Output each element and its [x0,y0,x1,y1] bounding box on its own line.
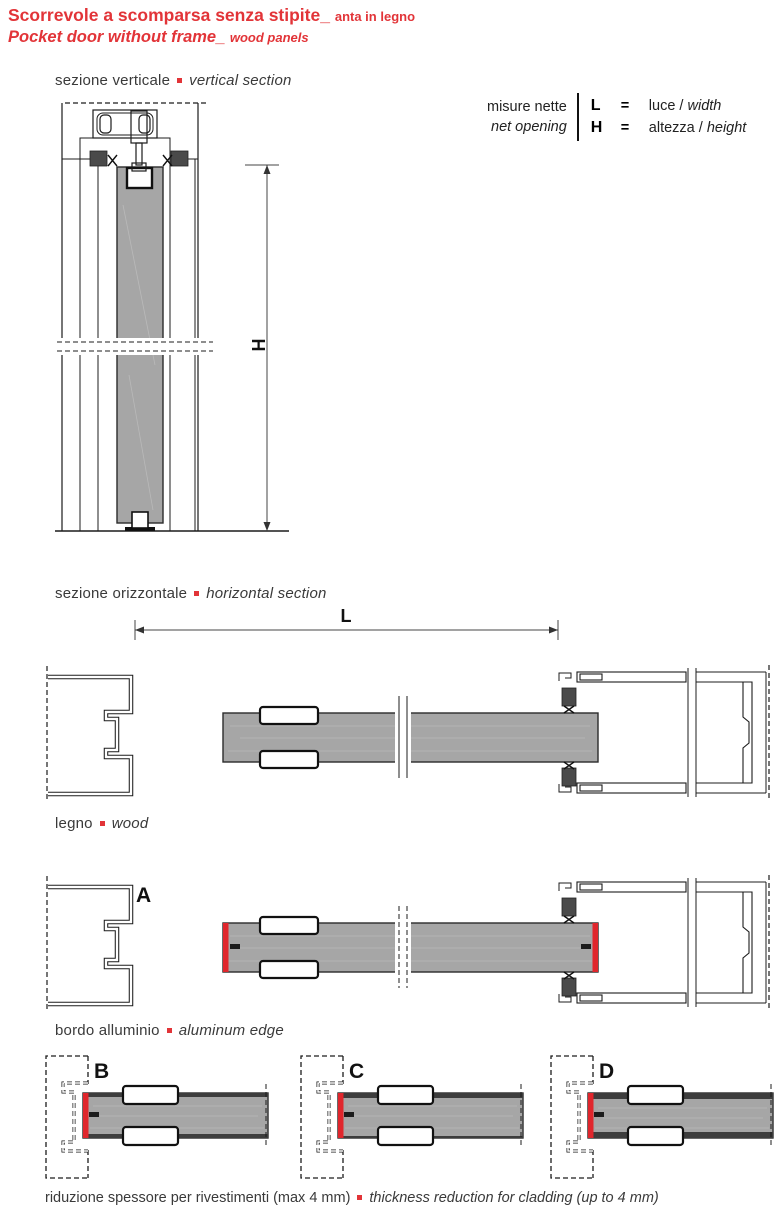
pocket-end-post [743,892,752,993]
wood-label-it: legno [55,815,93,832]
aluminum-edge-left [223,923,229,972]
aluminum-label-en: aluminum edge [178,1022,284,1039]
pocket-outline-dashed [551,1056,593,1178]
channel-insert-bottom [580,995,602,1001]
flush-handle-bottom [260,961,318,978]
legend-eq: = [620,98,630,114]
detail-b-drawing [38,1048,283,1183]
cladding-caption [45,1190,659,1206]
legend-height-en: height [706,120,747,136]
l-dimension [125,606,570,640]
detail-label-a: A [136,884,152,907]
legend-measure-it: misure nette [487,99,567,115]
detail-c-drawing [293,1048,538,1183]
detail-label-c: C [349,1060,365,1083]
channel-insert-top [580,884,602,890]
detail-label-d: D [599,1060,615,1083]
flush-handle-top [260,917,318,934]
edge-clip-right [581,944,591,949]
cladding-caption-en: thickness reduction for cladding (up to 4 mm) [369,1190,659,1206]
flush-handle-top [260,707,318,724]
aluminum-edge [83,1093,89,1138]
edge-clip [344,1112,354,1117]
roller-left [100,115,111,133]
detail-d-drawing [543,1048,775,1183]
legend-height-it: altezza / [648,120,703,136]
measurement-legend [487,93,746,141]
pocket-end-post [743,682,752,783]
page-title-italian [8,5,415,27]
cladding-caption-it: riduzione spessore per rivestimenti (max 4 mm) [45,1190,351,1206]
flush-handle-top [378,1086,433,1104]
title-it-main: Scorrevole a scomparsa senza stipite_ [8,5,330,25]
pocket-end-walls [696,672,766,793]
legend-divider [577,93,579,141]
vertical-section-label-it: sezione verticale [55,72,171,89]
separator-bullet [100,821,105,826]
legend-width-it: luce / [648,98,684,114]
horizontal-section-label [55,585,327,602]
edge-clip-left [230,944,240,949]
horizontal-section-label-en: horizontal section [206,585,327,602]
separator-bullet [177,78,182,83]
floor-guide [132,512,148,528]
aluminum-label [55,1022,284,1039]
aluminum-edge [588,1093,594,1138]
channel-insert-top [580,674,602,680]
vertical-section-drawing [55,95,290,542]
legend-row-width [591,95,747,117]
horizontal-section-wood-drawing [40,660,775,805]
flush-handle-top [123,1086,178,1104]
vertical-section-label-en: vertical section [189,72,292,89]
page-title-english [8,27,415,48]
flush-handle-bottom [378,1127,433,1145]
channel-insert-bottom [580,785,602,791]
legend-measure-labels [487,97,567,137]
legend-row-height [591,117,747,139]
break-band [55,338,217,355]
legend-symbol-l: L [590,97,601,114]
flush-handle-bottom [260,751,318,768]
brush-seal-top [562,898,576,916]
dimension-label-l: L [340,606,352,626]
title-it-note: anta in legno [334,9,416,24]
legend-symbol-h: H [590,119,603,136]
wood-label-en: wood [111,815,149,832]
separator-bullet [167,1028,172,1033]
title-en-note: wood panels [229,30,309,45]
break-gap [395,694,411,780]
page-title-block [8,5,415,48]
pocket-profile-outer [48,887,131,1004]
pocket-outline-dashed [301,1056,343,1178]
brush-seal-bottom [562,768,576,786]
flush-handle-top [628,1086,683,1104]
edge-clip [594,1112,604,1117]
break-gap [395,904,411,990]
aluminum-label-it: bordo alluminio [55,1022,160,1039]
brush-seal-right [171,151,188,166]
aluminum-edge-right [593,923,599,972]
title-en-main: Pocket door without frame_ [8,28,226,46]
legend-width-en: width [687,98,722,114]
brush-contact-marks [108,155,172,166]
vertical-section-label [55,72,292,89]
separator-bullet [357,1195,362,1200]
brush-seal-top [562,688,576,706]
separator-bullet [194,591,199,596]
edge-clip [89,1112,99,1117]
legend-eq: = [620,120,630,136]
flush-handle-bottom [628,1127,683,1145]
legend-measure-en: net opening [491,119,567,135]
track-profile [97,113,153,135]
roller-right [139,115,150,133]
horizontal-section-aluminum-drawing [40,870,775,1015]
pocket-outline-dashed [46,1056,88,1178]
hanger-bolt [136,143,142,165]
brush-seal-left [90,151,107,166]
wood-label [55,815,148,832]
brush-seal-bottom [562,978,576,996]
dimension-label-h: H [248,338,268,352]
aluminum-edge [338,1093,344,1138]
flush-handle-bottom [123,1127,178,1145]
pocket-profile-outer [48,677,131,794]
detail-label-b: B [94,1060,110,1083]
legend-rows [591,95,747,139]
pocket-end-walls [696,882,766,1003]
horizontal-section-label-it: sezione orizzontale [55,585,188,602]
